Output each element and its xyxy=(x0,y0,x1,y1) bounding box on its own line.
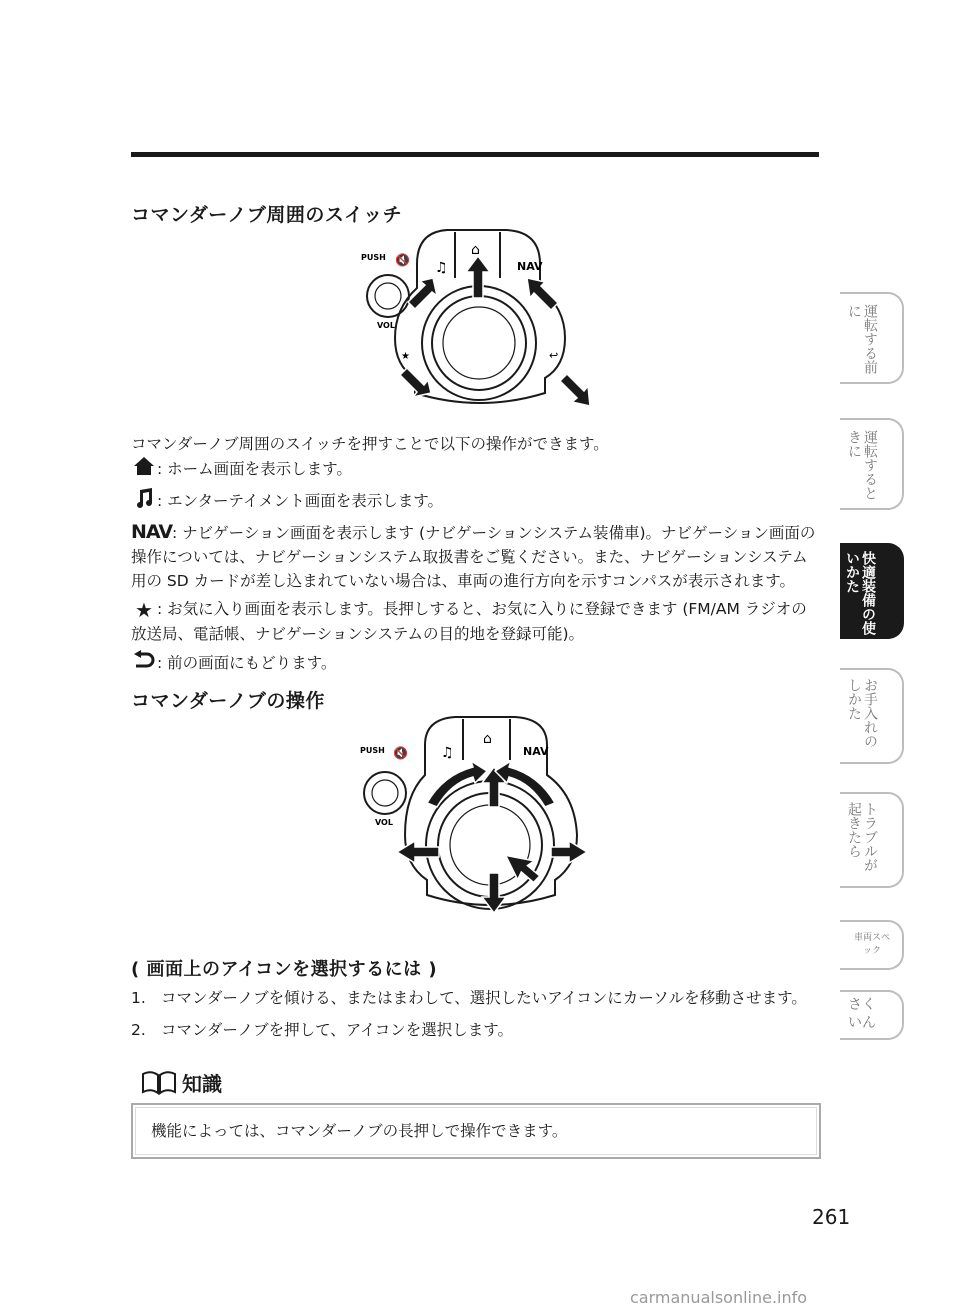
home-icon xyxy=(131,456,157,483)
nav-label: NAV xyxy=(517,260,543,273)
section-title-operation: コマンダーノブの操作 xyxy=(131,690,325,712)
side-tab-while-driving[interactable] xyxy=(840,418,904,510)
arrow-home xyxy=(466,256,490,298)
arrow-tilt-right xyxy=(551,841,587,863)
steps-list xyxy=(131,986,821,1042)
item-text: : 前の画面にもどります。 xyxy=(157,653,337,672)
push-label: PUSH xyxy=(361,253,386,262)
home-icon: ⌂ xyxy=(483,731,492,747)
knowledge-title: 知識 xyxy=(182,1072,222,1096)
mute-icon: 🔇 xyxy=(395,253,410,267)
side-tab-specs[interactable] xyxy=(840,920,904,970)
watermark: carmanualsonline.info xyxy=(630,1288,808,1307)
step-text: コマンダーノブを傾ける、またはまわして、選択したいアイコンにカーソルを移動させます。 xyxy=(161,989,807,1007)
page-number: 261 xyxy=(812,1205,851,1229)
volume-dial-outer xyxy=(367,275,409,317)
arrow-rotate-left xyxy=(427,761,487,807)
switch-housing xyxy=(395,230,565,403)
list-item-home xyxy=(131,456,821,483)
arrow-back xyxy=(560,374,590,406)
commander-knob-switch-diagram xyxy=(355,228,600,418)
volume-dial-outer xyxy=(364,772,406,814)
music-icon: ♫ xyxy=(441,745,454,761)
side-tab-index[interactable] xyxy=(840,990,904,1040)
side-tab-label: さくいん xyxy=(848,997,876,1031)
list-item-music xyxy=(131,487,821,516)
item-text: : エンターテイメント画面を表示します。 xyxy=(157,492,444,510)
knob-outer-ring xyxy=(422,286,536,400)
list-item-nav xyxy=(131,520,821,593)
knob-mid-ring xyxy=(432,296,526,390)
nav-icon: NAV xyxy=(131,521,173,543)
star-icon: ★ xyxy=(401,351,410,362)
push-label: PUSH xyxy=(360,746,385,755)
side-tab-before-driving[interactable] xyxy=(840,292,904,384)
knowledge-text: 機能によっては、コマンダーノブの長押しで操作できます。 xyxy=(151,1122,568,1140)
music-icon: ♫ xyxy=(435,260,448,276)
switch-function-list xyxy=(131,456,821,677)
section-title-select-icon: ( 画面上のアイコンを選択するには ) xyxy=(131,959,438,980)
item-text: : ホーム画面を表示します。 xyxy=(157,460,352,478)
step-item xyxy=(131,1018,821,1042)
side-tab-label: 車両スペック xyxy=(853,933,890,956)
list-item-back xyxy=(131,650,821,677)
nav-label: NAV xyxy=(523,745,549,758)
vol-label: VOL xyxy=(377,321,395,330)
step-number: 2. xyxy=(131,1021,146,1039)
item-text: : ナビゲーション画面を表示します (ナビゲーションシステム装備車)。ナビゲーション画面の操作については、ナビゲーションシステム取扱書をご覧ください。また、ナビゲーションシステム用の SD カードが差し込まれていない場合は、車両の進行方向を示すコンパスが表示されます。 xyxy=(131,524,816,590)
book-icon xyxy=(140,1070,178,1096)
side-tab-label: 運転する前に xyxy=(846,304,878,374)
commander-knob-operation-diagram xyxy=(355,715,600,920)
intro-text: コマンダーノブ周囲のスイッチを押すことで以下の操作ができます。 xyxy=(131,435,609,453)
music-icon xyxy=(131,487,157,516)
item-text: : お気に入り画面を表示します。長押しすると、お気に入りに登録できます (FM/AM ラジオの放送局、電話帳、ナビゲーションシステムの目的地を登録可能)。 xyxy=(131,600,807,643)
step-item xyxy=(131,986,821,1010)
list-item-favorites xyxy=(131,597,821,646)
section-title-switches: コマンダーノブ周囲のスイッチ xyxy=(131,204,403,226)
side-tab-label: お手入れのしかた xyxy=(846,678,878,748)
back-icon xyxy=(131,650,157,677)
header-rule xyxy=(131,152,819,157)
side-tab-comfort-equipment[interactable] xyxy=(840,543,904,639)
step-number: 1. xyxy=(131,989,146,1007)
star-icon: ★ xyxy=(135,597,153,622)
knowledge-heading xyxy=(140,1068,222,1097)
back-icon: ↩ xyxy=(549,349,559,362)
arrow-nav xyxy=(527,278,558,310)
side-tab-label: 運転するときに xyxy=(846,430,878,500)
vol-label: VOL xyxy=(375,818,393,827)
volume-dial-inner xyxy=(375,283,401,309)
side-tab-maintenance[interactable] xyxy=(840,668,904,764)
knob-inner-ring xyxy=(443,307,515,379)
mute-icon: 🔇 xyxy=(393,746,408,760)
home-icon: ⌂ xyxy=(471,242,480,258)
side-tab-troubles[interactable] xyxy=(840,792,904,888)
side-tab-label: 快適装備の使いかた xyxy=(844,551,876,635)
volume-dial-inner xyxy=(372,780,398,806)
side-tab-label: トラブルが起きたら xyxy=(846,802,878,872)
arrow-tilt-left xyxy=(397,841,439,863)
step-text: コマンダーノブを押して、アイコンを選択します。 xyxy=(161,1021,514,1039)
knowledge-note-box xyxy=(131,1103,821,1159)
